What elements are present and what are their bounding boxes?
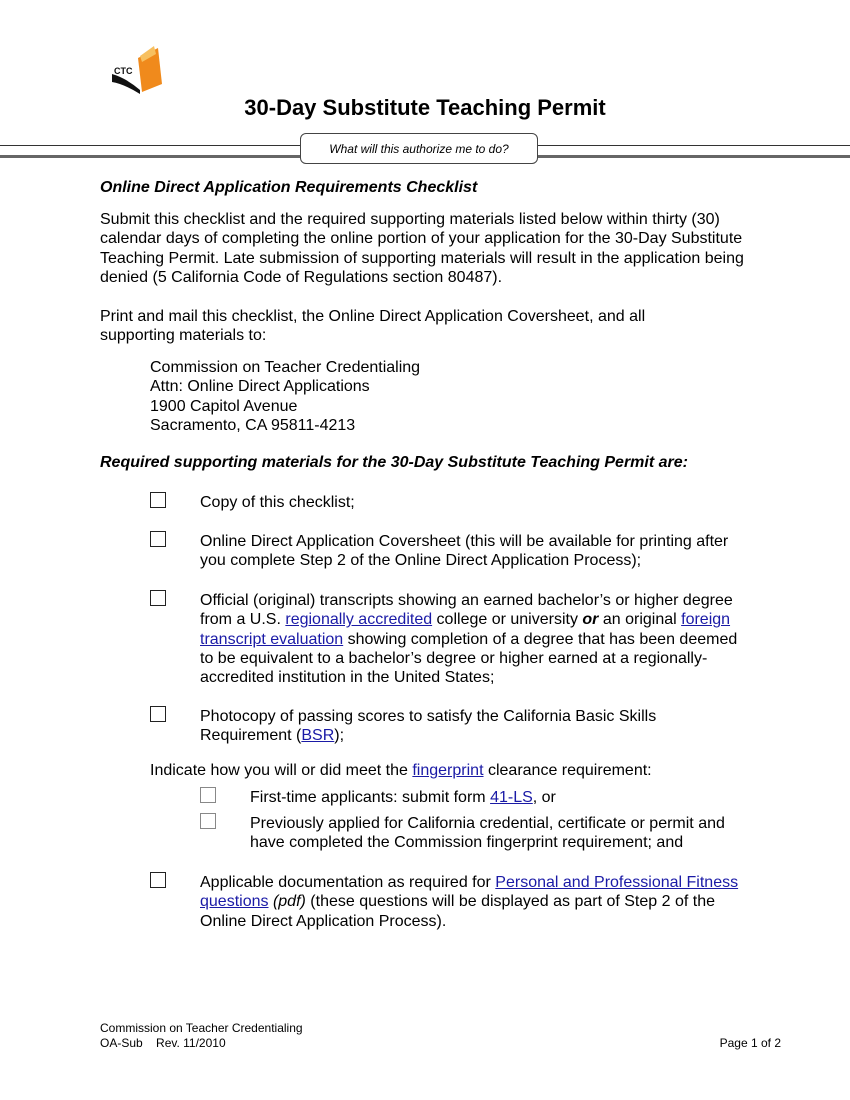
- checkbox-first-time[interactable]: [200, 787, 216, 803]
- fitness-questions-link[interactable]: Personal and Professional Fitness questions: [200, 874, 739, 911]
- text: or: [582, 611, 599, 629]
- page-number: Page 1 of 2: [719, 1036, 781, 1050]
- text: Applicable documentation as required for: [200, 874, 496, 891]
- ctc-logo: [110, 44, 166, 94]
- item-checklist: Copy of this checklist;: [200, 494, 355, 511]
- foreign-transcript-link[interactable]: foreign transcript evaluation: [200, 611, 731, 648]
- mail-paragraph: Print and mail this checklist, the Online Direct Application Coversheet, and all supporting materials to:: [100, 308, 646, 345]
- item-bsr: [200, 707, 700, 746]
- form-41ls-link[interactable]: 41-LS: [490, 789, 533, 806]
- checkbox-previously-applied[interactable]: [200, 813, 216, 829]
- page-title: 30-Day Substitute Teaching Permit: [244, 95, 606, 120]
- checkbox-transcripts[interactable]: [150, 590, 166, 606]
- address-line: Commission on Teacher Credentialing: [150, 359, 421, 376]
- item-transcripts: [200, 591, 745, 687]
- address-line: Attn: Online Direct Applications: [150, 378, 370, 396]
- required-heading: Required supporting materials for the 30-Day Substitute Teaching Permit are:: [100, 454, 688, 471]
- fingerprint-instruction: [150, 761, 652, 780]
- text: Official (original) transcripts showing an earned bachelor’s or higher degree from a U.S.: [200, 592, 733, 629]
- svg-text:CTC: CTC: [114, 66, 133, 76]
- regionally-accredited-link[interactable]: regionally accredited: [285, 611, 433, 629]
- footer: [100, 1021, 303, 1051]
- bsr-link[interactable]: BSR: [301, 727, 335, 745]
- text: );: [334, 727, 345, 745]
- text: (these questions will be displayed as part of Step 2 of the Online Direct Application Process).: [200, 893, 715, 930]
- text: First-time applicants: submit form: [250, 789, 491, 806]
- checkbox-fitness[interactable]: [150, 872, 166, 888]
- text: showing completion of a degree that has been deemed to be equivalent to a bachelor’s degree or higher earned at a regionally-accredited institution in the United States;: [200, 630, 738, 687]
- text: , or: [532, 789, 556, 806]
- sub-previously-applied: Previously applied for California credential, certificate or permit and have completed the Commission fingerprint requirement; and: [250, 815, 725, 852]
- checkbox-bsr[interactable]: [150, 706, 166, 722]
- checkbox-coversheet[interactable]: [150, 531, 166, 547]
- item-fitness: [200, 873, 760, 931]
- address-line: Sacramento, CA 95811-4213: [150, 416, 356, 434]
- item-coversheet: Online Direct Application Coversheet (this will be available for printing after you complete Step 2 of the Online Direct Application Process);: [200, 533, 729, 570]
- text: college or university: [432, 611, 583, 629]
- address-line: 1900 Capitol Avenue: [150, 397, 298, 415]
- footer-org: Commission on Teacher Credentialing: [100, 1021, 303, 1035]
- intro-paragraph: Submit this checklist and the required supporting materials listed below within thirty (30) calendar days of completing the online portion of your application for the 30-Day Substitute Teaching Permit. Late submission of supporting materials will result in the application being denied (5 California Code of Regulations section 80487).: [100, 211, 744, 286]
- text: clearance requirement:: [483, 762, 652, 779]
- footer-form: OA-Sub Rev. 11/2010: [100, 1036, 226, 1050]
- text: Indicate how you will or did meet the: [150, 762, 413, 779]
- authorize-button[interactable]: What will this authorize me to do?: [300, 133, 538, 164]
- sub-first-time: [250, 788, 556, 807]
- section-heading: Online Direct Application Requirements Checklist: [100, 179, 478, 196]
- checkbox-checklist[interactable]: [150, 492, 166, 508]
- text: Photocopy of passing scores to satisfy the California Basic Skills Requirement (: [200, 708, 657, 745]
- text: (pdf): [272, 893, 306, 911]
- mailing-address: [150, 358, 420, 435]
- text: an original: [598, 611, 682, 629]
- fingerprint-link[interactable]: fingerprint: [412, 762, 484, 779]
